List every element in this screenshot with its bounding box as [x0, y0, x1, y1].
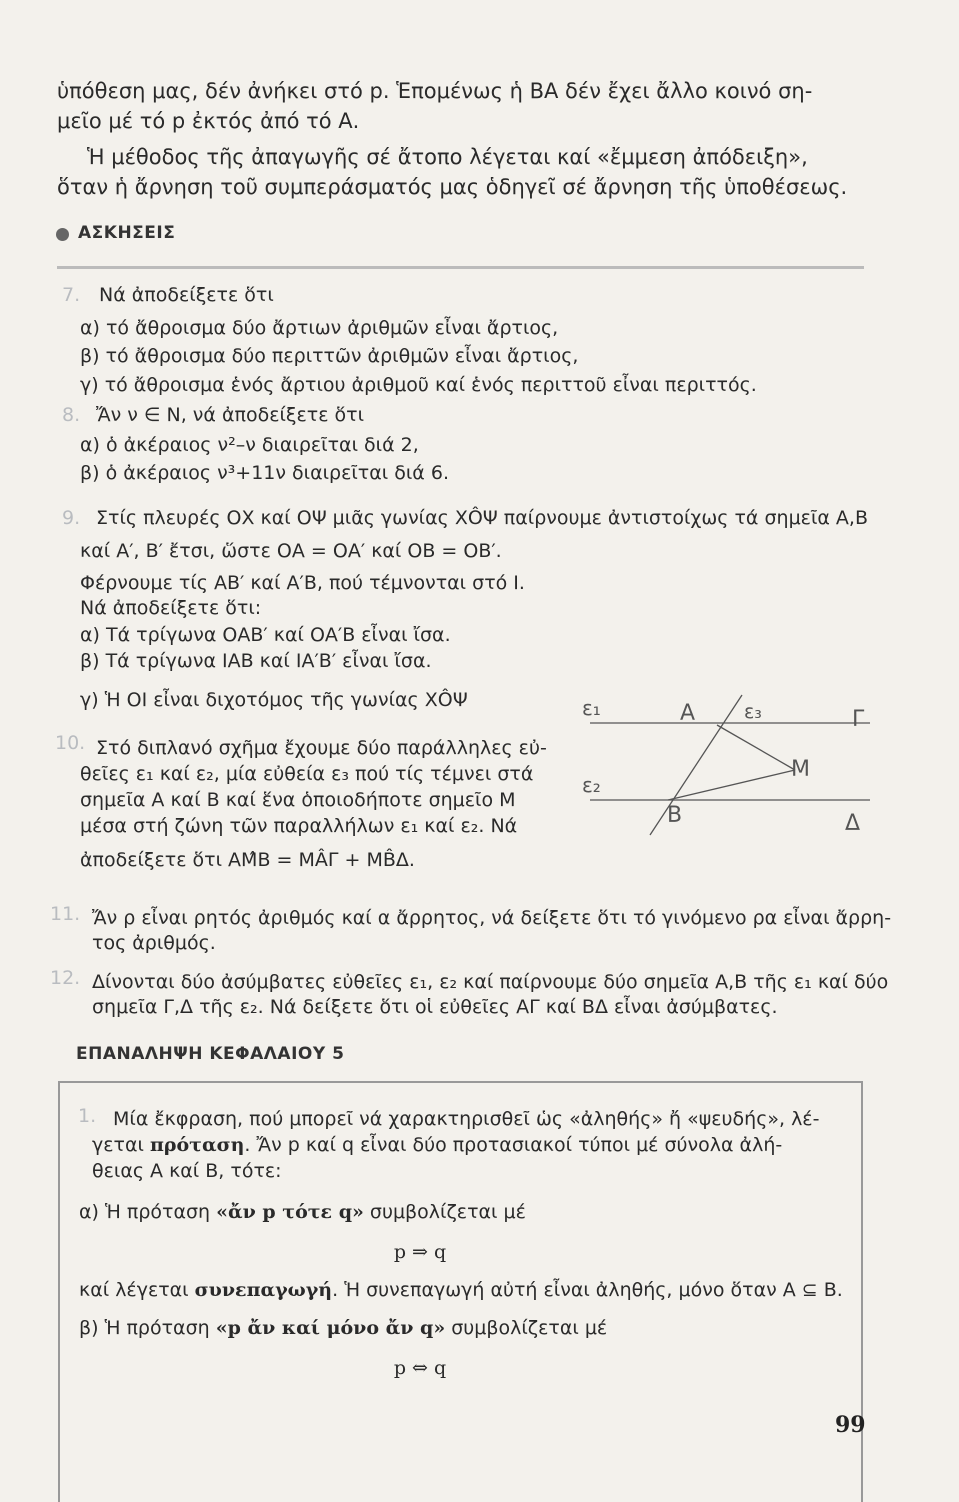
ex8-line: α) ὁ ἀκέραιος ν²–ν διαιρεῖται διά 2, — [80, 434, 419, 456]
bullet-icon — [56, 228, 69, 241]
ex12-line: σημεῖα Γ,Δ τῆς ε₂. Νά δείξετε ὅτι οἱ εὐθεῖες ΑΓ καί ΒΔ εἶναι ἀσύμβατες. — [92, 996, 778, 1018]
segment-BM — [668, 770, 795, 800]
term-if-then: «ἄν p τότε q» — [216, 1201, 364, 1223]
ex9-line: Νά ἀποδείξετε ὅτι: — [80, 597, 262, 619]
term-iff: «p ἄν καί μόνο ἄν q» — [215, 1317, 446, 1339]
exercise-number-11: 11. — [50, 903, 81, 925]
review-text: . Ἡ συνεπαγωγή αὐτή εἶναι ἀληθής, μόνο ὅταν Α ⊆ Β. — [332, 1279, 843, 1301]
review-implication-line — [79, 1278, 843, 1302]
ex10-line: Στό διπλανό σχῆμα ἔχουμε δύο παράλληλες εὐ- — [96, 737, 547, 759]
ex7-line: Νά ἀποδείξετε ὅτι — [99, 284, 274, 306]
ex10-line: ἀποδείξετε ὅτι ΑΜ̂Β = ΜÂΓ + ΜB̂Δ. — [80, 849, 415, 871]
label-M: Μ — [791, 757, 810, 782]
exercise-number-7: 7. — [62, 284, 81, 306]
segment-AM — [717, 725, 795, 770]
ex9-line: γ) Ἡ ΟΙ εἶναι διχοτόμος τῆς γωνίας ΧÔΨ — [80, 689, 468, 711]
section-title-exercises: ΑΣΚΗΣΕΙΣ — [78, 223, 176, 243]
review-text: α) Ἡ πρόταση — [79, 1201, 217, 1223]
review-text: . Ἄν p καί q εἶναι δύο προτασιακοί τύποι μέ σύνολα ἀλή- — [244, 1134, 783, 1156]
ex10-line: θεῖες ε₁ καί ε₂, μία εὐθεία ε₃ πού τίς τέμνει στά — [80, 763, 534, 785]
intro-line-2: μεῖο μέ τό p ἐκτός ἀπό τό Α. — [57, 109, 360, 133]
term-proposition: πρόταση — [149, 1134, 245, 1156]
intro-line-1: ὑπόθεση μας, δέν ἀνήκει στό p. Ἑπομένως ἡ ΒΑ δέν ἔχει ἄλλο κοινό ση- — [57, 79, 813, 103]
section-title-review: ΕΠΑΝΑΛΗΨΗ ΚΕΦΑΛΑΙΟΥ 5 — [76, 1044, 345, 1064]
formula-equivalence: p ⇔ q — [393, 1357, 447, 1379]
label-G: Γ — [852, 707, 865, 732]
label-D: Δ — [845, 811, 861, 836]
ex7-line: β) τό ἄθροισμα δύο περιττῶν ἀριθμῶν εἶναι ἄρτιος, — [80, 345, 579, 367]
intro-line-3: Ἡ μέθοδος τῆς ἀπαγωγῆς σέ ἄτοπο λέγεται καί «ἔμμεση ἀπόδειξη», — [87, 145, 808, 169]
label-e3: ε₃ — [744, 701, 762, 723]
ex9-line: β) Τά τρίγωνα ΙΑΒ καί ΙΑ′Β′ εἶναι ἴσα. — [80, 650, 432, 672]
page-number: 99 — [835, 1412, 866, 1438]
review-text: καί λέγεται — [79, 1279, 195, 1301]
review-item-b — [79, 1316, 607, 1340]
review-line-1: Μία ἔκφραση, πού μπορεῖ νά χαρακτηρισθεῖ ὡς «ἀληθής» ἤ «ψευδής», λέ- — [113, 1108, 820, 1130]
review-text: β) Ἡ πρόταση — [79, 1317, 216, 1339]
review-text: συμβολίζεται μέ — [363, 1201, 526, 1223]
line-e3 — [650, 695, 742, 835]
exercise-number-12: 12. — [50, 967, 81, 989]
review-text: γεται — [92, 1134, 150, 1156]
section-divider — [57, 266, 864, 269]
label-e2: ε₂ — [582, 773, 601, 797]
exercise-number-9: 9. — [62, 507, 81, 529]
ex9-line: καί Α′, Β′ ἔτσι, ὥστε ΟΑ = ΟΑ′ καί ΟΒ = ΟΒ′. — [80, 540, 502, 562]
ex11-line: Ἄν ρ εἶναι ρητός ἀριθμός καί α ἄρρητος, νά δείξετε ὅτι τό γινόμενο ρα εἶναι ἄρρη- — [92, 907, 892, 929]
review-line-3: θειας Α καί Β, τότε: — [92, 1160, 282, 1182]
review-number-1: 1. — [78, 1105, 97, 1127]
parallel-lines-figure — [570, 690, 880, 860]
label-e1: ε₁ — [582, 696, 601, 720]
ex10-line: σημεῖα Α καί Β καί ἕνα ὁποιοδήποτε σημεῖο Μ — [80, 789, 516, 811]
label-A: Α — [680, 701, 696, 726]
ex8-line: β) ὁ ἀκέραιος ν³+11ν διαιρεῖται διά 6. — [80, 462, 449, 484]
formula-implication: p ⇒ q — [393, 1241, 447, 1263]
review-item-a — [79, 1200, 526, 1224]
ex7-line: γ) τό ἄθροισμα ἑνός ἄρτιου ἀριθμοῦ καί ἑνός περιττοῦ εἶναι περιττός. — [80, 374, 757, 396]
ex7-line: α) τό ἄθροισμα δύο ἄρτιων ἀριθμῶν εἶναι ἄρτιος, — [80, 317, 559, 339]
review-text: συμβολίζεται μέ — [445, 1317, 608, 1339]
exercise-number-10: 10. — [55, 732, 86, 754]
intro-line-4: ὅταν ἡ ἄρνηση τοῦ συμπεράσματός μας ὁδηγεῖ σέ ἄρνηση τῆς ὑποθέσεως. — [57, 175, 848, 199]
ex9-line: α) Τά τρίγωνα ΟΑΒ′ καί ΟΑ′Β εἶναι ἴσα. — [80, 624, 451, 646]
ex11-line: τος ἀριθμός. — [92, 932, 216, 954]
exercise-number-8: 8. — [62, 404, 81, 426]
ex10-line: μέσα στή ζώνη τῶν παραλλήλων ε₁ καί ε₂. Νά — [80, 815, 518, 837]
ex8-line: Ἄν ν ∈ Ν, νά ἀποδείξετε ὅτι — [96, 404, 364, 426]
ex9-line: Φέρνουμε τίς ΑΒ′ καί Α′Β, πού τέμνονται στό Ι. — [80, 572, 525, 594]
ex12-line: Δίνονται δύο ἀσύμβατες εὐθεῖες ε₁, ε₂ καί παίρνουμε δύο σημεῖα Α,Β τῆς ε₁ καί δύο — [92, 971, 889, 993]
ex9-line: Στίς πλευρές ΟΧ καί ΟΨ μιᾶς γωνίας ΧÔΨ παίρνουμε ἀντιστοίχως τά σημεῖα Α,Β — [96, 507, 869, 529]
review-line-2 — [92, 1133, 782, 1157]
label-B: Β — [667, 803, 683, 828]
term-implication: συνεπαγωγή — [194, 1279, 333, 1301]
